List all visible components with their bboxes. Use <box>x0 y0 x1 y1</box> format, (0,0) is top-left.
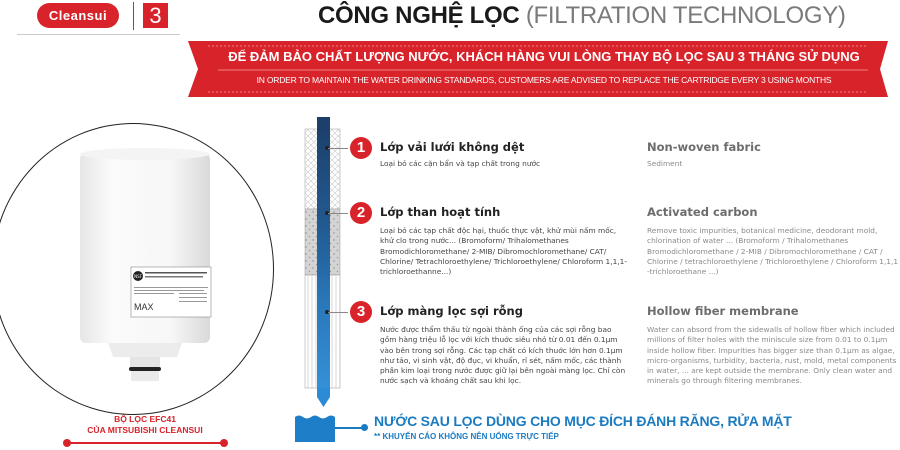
layer-2-title-vn: Lớp than hoạt tính <box>380 205 501 219</box>
filter-cartridge-image <box>75 145 215 395</box>
page-title-en: (FILTRATION TECHNOLOGY) <box>525 2 846 29</box>
layer-2-desc-en: Remove toxic impurities, botanical medicine, deodorant mold, chlorination of water ... (Bromoform / Trihalomethanes Bromodichloromethane / 2-MIB / Dibromochloromethane / CAT / Chlorine / tetrachloroethylene / Trichloroethylene / Chloroform 1,1,1 -trichloroethane ...) <box>647 226 899 277</box>
water-core-flow <box>317 117 330 388</box>
water-drop-arrow <box>317 388 330 407</box>
product-caption-line2: CỦA MITSUBISHI CLEANSUI <box>87 425 203 435</box>
layer-2-desc-vn: Loại bỏ các tạp chất độc hại, thuốc thực vật, khử mùi nấm mốc, khử clo trong nước... (Bromoform/ Trihalomethanes Bromodichloromethane/ 2-MIB/ Dibromochloromethane/ CAT/ Chlorine/ Tetrachloroethylene/ Trichloroethylene/ Chloroform 1,1,1-trichloroethanne...) <box>380 226 628 277</box>
footer-connector-dot <box>361 424 368 431</box>
no-drinking-warning: ** KHUYẾN CÁO KHÔNG NÊN UỐNG TRỰC TIẾP <box>374 432 559 441</box>
layer-1-title-en: Non-woven fabric <box>647 140 761 154</box>
layer-1-desc-en: Sediment <box>647 159 683 168</box>
layer-3-desc-vn: Nước được thẩm thấu từ ngoài thành ống của các sợi rỗng bao gồm hàng triệu lỗ lọc với kích thuớc siêu nhỏ từ 0.01 đến 0.1μm vào bên trong sợi rỗng. Các tạp chất có kích thuớc lớn hơn 0.1μm như tảo, vi sinh vật, độ đục, vi khuẩn, rỉ sét, nấm mốc, các thành phần kim loại trong nước được giữ lại bên ngoài màng lọc. Chỉ còn nước sạch và khoáng chất sau khi lọc. <box>380 325 626 386</box>
layer-3-leader <box>328 312 348 313</box>
replacement-notice-banner <box>188 37 900 101</box>
cleansui-logo: Cleansui <box>37 3 119 28</box>
footer-connector-line <box>335 427 363 429</box>
layer-3-title-vn: Lớp màng lọc sợi rỗng <box>380 304 523 318</box>
max-mark-text: MAX <box>134 302 154 312</box>
layer-1-number-badge: 1 <box>350 137 372 159</box>
filtered-water-usage-note: NƯỚC SAU LỌC DÙNG CHO MỤC ĐÍCH ĐÁNH RĂNG, RỬA MẶT <box>374 413 792 429</box>
ribbon-shape <box>188 37 900 101</box>
banner-main-text: ĐỂ ĐẢM BẢO CHẤT LƯỢNG NƯỚC, KHÁCH HÀNG VUI LÒNG THAY BỘ LỌC SAU 3 THÁNG SỬ DỤNG <box>228 49 860 64</box>
page-title-vn: CÔNG NGHỆ LỌC <box>318 2 520 29</box>
layer-3-number-badge: 3 <box>350 301 372 323</box>
water-basin-icon <box>295 416 335 443</box>
layer-1-title-vn: Lớp vải lưới không dệt <box>380 140 525 154</box>
filter-layers-diagram <box>290 112 360 447</box>
banner-sub-text: IN ORDER TO MAINTAIN THE WATER DRINKING STANDARDS, CUSTOMERS ARE ADVISED TO REPLACE THE CARTRIDGE EVERY 3 USING MONTHS <box>256 75 832 85</box>
step-number-badge: 3 <box>143 3 168 28</box>
logo-divider <box>133 2 134 30</box>
layer-2-number-badge: 2 <box>350 202 372 224</box>
layer-3-title-en: Hollow fiber membrane <box>647 304 799 318</box>
caption-underline <box>66 442 224 444</box>
caption-dot-left <box>63 439 71 447</box>
nsf-badge-text: NSF <box>134 274 142 279</box>
product-caption-line1: BỘ LỌC EFC41 <box>114 414 176 424</box>
product-caption <box>60 414 230 436</box>
layer-2-leader <box>328 213 348 214</box>
layer-3-desc-en: Water can absord from the sidewalls of hollow fiber which included millions of filter holes with the miniscule size from 0.01 to 0.1μm inside hollow fiber. Impurities has bigger size than 0.1μm as algae, micro-organisms, turbidity, bacteria, rust, mold, metal components in water, ... are kept outside the membrane. Only clean water and minerals go through filtering membranes. <box>647 325 897 386</box>
caption-dot-right <box>220 439 228 447</box>
page-title <box>318 2 846 30</box>
layer-1-leader <box>328 148 348 149</box>
layer-1-desc-vn: Loại bỏ các cặn bẩn và tạp chất trong nước <box>380 159 541 168</box>
layer-2-title-en: Activated carbon <box>647 205 758 219</box>
header-divider <box>17 34 180 35</box>
